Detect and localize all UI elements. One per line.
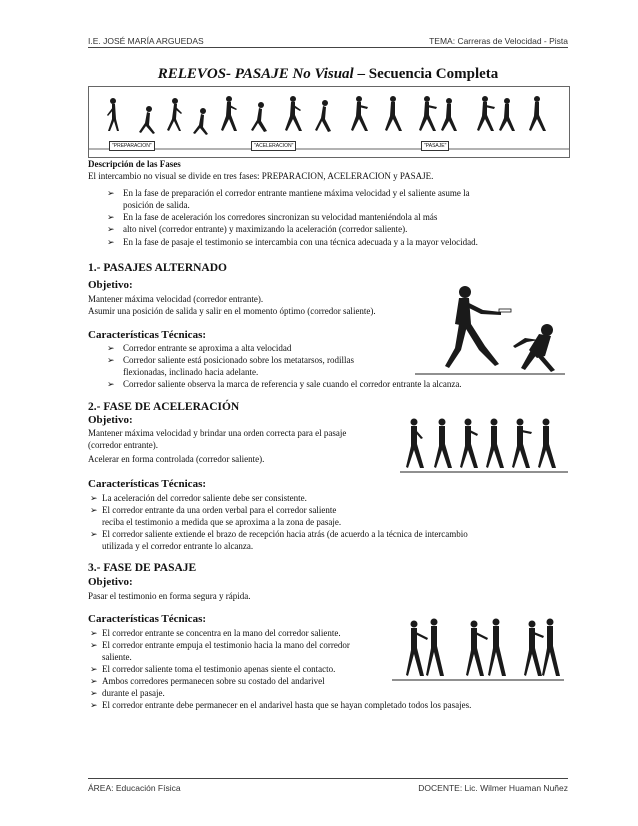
section-2-objective-2: (corredor entrante). (88, 440, 158, 450)
arrowhead-bullet-icon: ➢ (90, 700, 98, 710)
title-rest: – Secuencia Completa (353, 66, 499, 82)
description-intro: El intercambio no visual se divide en tres fases: PREPARACION, ACELERACION y PASAJE. (88, 171, 434, 181)
section-3-title: 3.- FASE DE PASAJE (88, 562, 197, 574)
section-2-objective-3: Acelerar en forma controlada (corredor saliente). (88, 454, 265, 464)
description-bullet-1-cont: posición de salida. (123, 200, 190, 210)
arrowhead-bullet-icon: ➢ (107, 237, 115, 247)
arrowhead-bullet-icon: ➢ (107, 188, 115, 198)
section-1-bullet-2-cont: flexionadas, inclinado hacia adelante. (123, 367, 259, 377)
arrowhead-bullet-icon: ➢ (90, 664, 98, 674)
arrowhead-bullet-icon: ➢ (90, 640, 98, 650)
arrowhead-bullet-icon: ➢ (107, 343, 115, 353)
arrowhead-bullet-icon: ➢ (107, 212, 115, 222)
section-1-objective-2: Asumir una posición de salida y salir en el momento óptimo (corredor saliente). (88, 306, 376, 316)
school-name: I.E. JOSÉ MARÍA ARGUEDAS (88, 36, 204, 46)
sequence-illustration (88, 86, 570, 158)
phase-label-preparacion: "PREPARACION" (109, 141, 155, 151)
section-3-objective-1: Pasar el testimonio en forma segura y rápida. (88, 591, 251, 601)
arrowhead-bullet-icon: ➢ (107, 355, 115, 365)
section-1-objective-label: Objetivo: (88, 279, 133, 291)
footer-divider (88, 778, 568, 779)
section-2-objective-1: Mantener máxima velocidad y brindar una orden correcta para el pasaje (88, 428, 347, 438)
arrowhead-bullet-icon: ➢ (90, 676, 98, 686)
section-1-objective-1: Mantener máxima velocidad (corredor entrante). (88, 294, 264, 304)
arrowhead-bullet-icon: ➢ (90, 505, 98, 515)
section-2-characteristics-label: Características Técnicas: (88, 478, 207, 490)
topic: TEMA: Carreras de Velocidad - Pista (429, 36, 568, 46)
phase-label-aceleracion: "ACELERACION" (251, 141, 296, 151)
phase-label-pasaje: "PASAJE" (421, 141, 449, 151)
section-3-objective-label: Objetivo: (88, 576, 133, 588)
arrowhead-bullet-icon: ➢ (90, 529, 98, 539)
arrowhead-bullet-icon: ➢ (90, 628, 98, 638)
baton-start-figure (415, 280, 565, 380)
section-3-characteristics-label: Características Técnicas: (88, 613, 207, 625)
section-2-title: 2.- FASE DE ACELERACIÓN (88, 401, 240, 413)
section-2-bullet-2-cont: reciba el testimonio a medida que se aproxima a la zona de pasaje. (102, 517, 342, 527)
section-3-bullet-2-cont: saliente. (102, 652, 132, 662)
page-title (88, 66, 568, 83)
section-1-title: 1.- PASAJES ALTERNADO (88, 262, 227, 274)
acceleration-sequence-figure (400, 414, 568, 480)
runner-sequence-figure (89, 87, 569, 157)
arrowhead-bullet-icon: ➢ (107, 224, 115, 234)
section-2-objective-label: Objetivo: (88, 414, 133, 426)
arrowhead-bullet-icon: ➢ (107, 379, 115, 389)
arrowhead-bullet-icon: ➢ (90, 493, 98, 503)
description-heading: Descripción de las Fases (88, 159, 181, 169)
section-2-bullet-3-cont: utilizada y el corredor entrante lo alcanza. (102, 541, 254, 551)
footer-area: ÁREA: Educación Física (88, 783, 181, 793)
footer-teacher: DOCENTE: Lic. Wilmer Huaman Nuñez (418, 783, 568, 793)
section-1-characteristics-label: Características Técnicas: (88, 329, 207, 341)
arrowhead-bullet-icon: ➢ (90, 688, 98, 698)
header-divider (88, 47, 568, 48)
baton-pass-figure (392, 614, 564, 686)
title-italic: RELEVOS- PASAJE No Visual (157, 66, 354, 82)
